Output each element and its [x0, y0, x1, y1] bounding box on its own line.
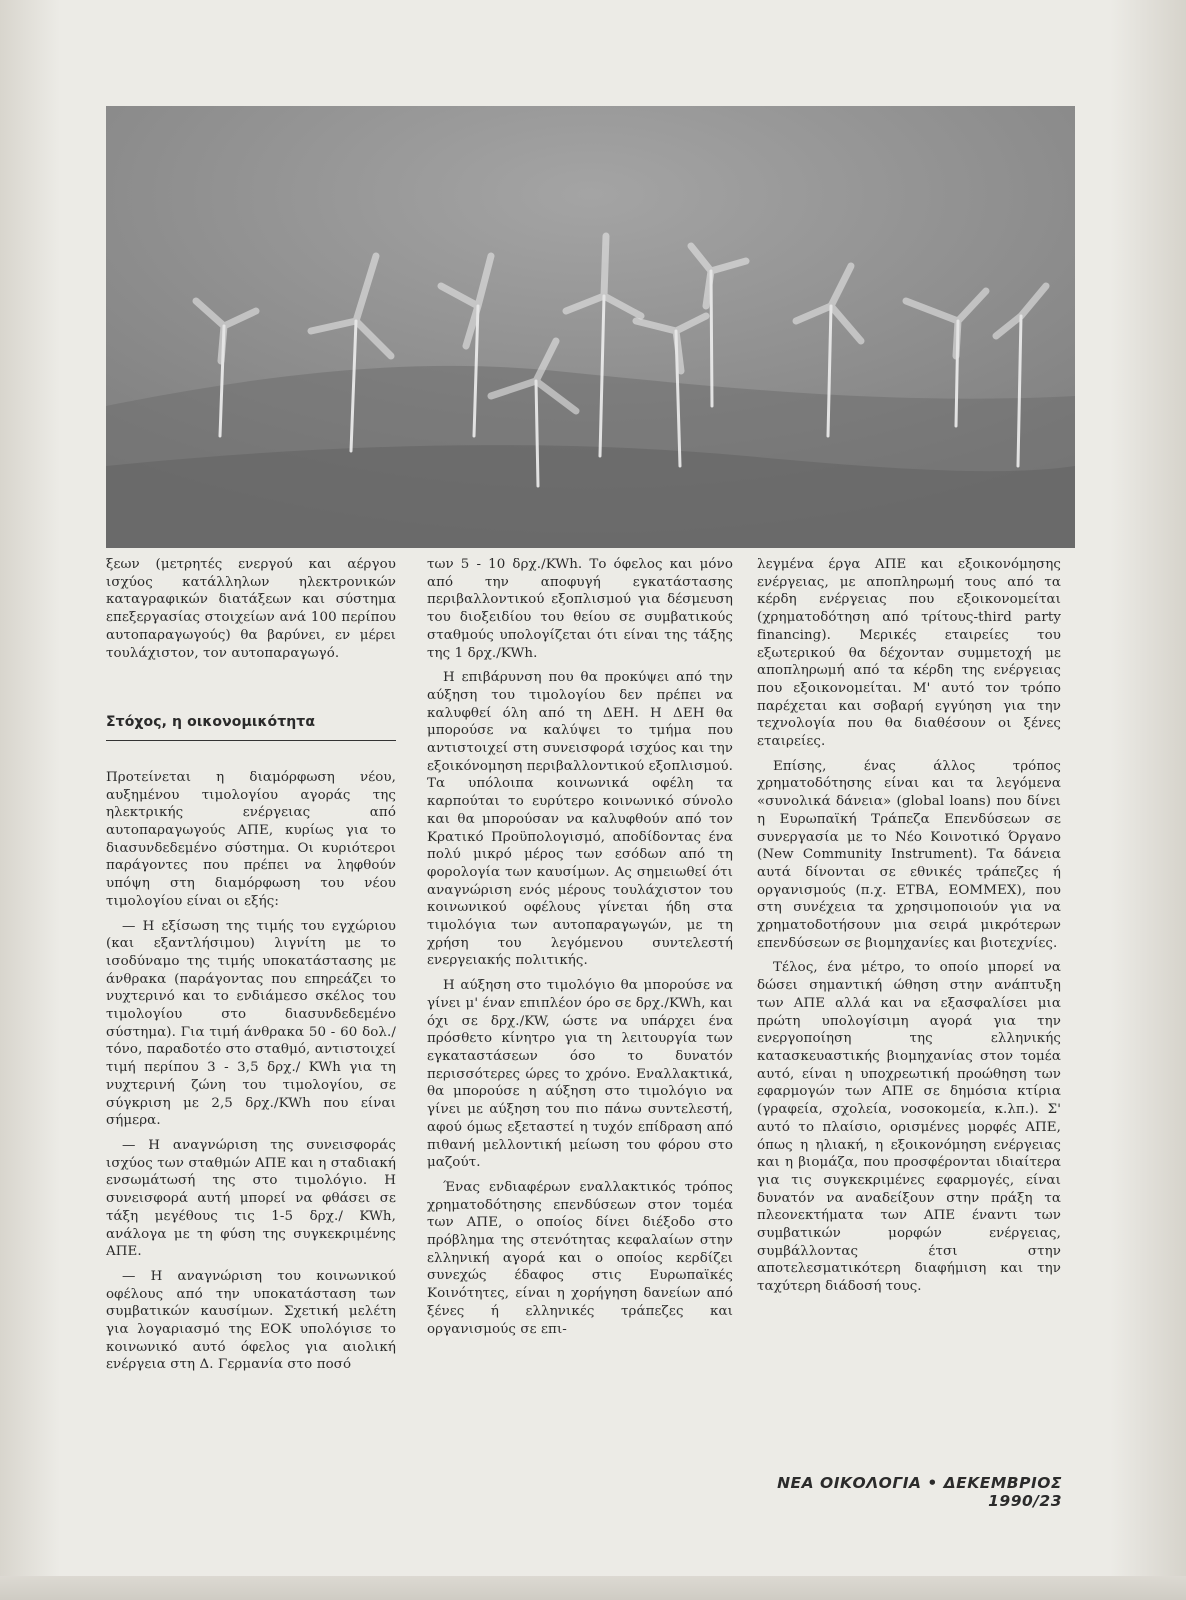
page-bottom-edge: [0, 1576, 1186, 1600]
col2-paragraph-2: Η επιβάρυνση που θα προκύψει από την αύξηση του τιμολογίου δεν πρέπει να καλυφθεί όλη από τη ΔΕΗ. Η ΔΕΗ θα μπορούσε να καλύψει το τμήμα που αντιστοιχεί στη συνεισφορά ισχύος και την εξοικόνομηση περιβαλλοντικού εξοπλισμού. Τα υπόλοιπα κοινωνικά οφέλη τα καρπούται το ευρύτερο κοινωνικό σύνολο και θα μπορούσαν να καλυφθούν από τον Κρατικό Προϋπολογισμό, αποδίδοντας ένα πολύ μικρό μέρος των εσόδων από τη φορολογία των καυσίμων. Ας σημειωθεί ότι αναγνώριση ενός μέρους τουλάχιστον του κοινωνικού οφέλους γίνεται ήδη στα τιμολόγια των αυτοπαραγωγών, με τη χρήση του λεγόμενου συντελεστή ενεργειακής πολιτικής.: [427, 670, 733, 969]
col1-paragraph-4: — Η αναγνώριση της συνεισφοράς ισχύος των σταθμών ΑΠΕ και η σταδιακή ενσωμάτωσή της στο τιμολόγιο. Η συνεισφορά αυτή μπορεί να φθάσει σε τάξη μεγέθους τις 1-5 δρχ./ KWh, ανάλογα με τη φύση της συγκεκριμένης ΑΠΕ.: [106, 1137, 396, 1260]
wind-turbines-icon: [106, 106, 1075, 548]
col3-paragraph-3: Τέλος, ένα μέτρο, το οποίο μπορεί να δώσει σημαντική ώθηση στην ανάπτυξη των ΑΠΕ αλλά και να εξασφαλίσει μια πρώτη υπολογίσιμη αγορά για την ενεργοποίηση της ελληνικής κατασκευαστικής βιομηχανίας στον τομέα αυτό, είναι η υποχρεωτική προώθηση των εφαρμογών των ΑΠΕ σε δημόσια κτίρια (γραφεία, σχολεία, νοσοκομεία, κ.λπ.). Σ' αυτό το πλαίσιο, ορισμένες μορφές ΑΠΕ, όπως η ηλιακή, η εξοικονόμηση ενέργειας και η βιομάζα, που προσφέρονται ιδιαίτερα για τις συγκεκριμένες εφαρμογές, είναι δυνατόν να αναδείξουν στην πράξη τα πλεονεκτήματα των ΑΠΕ έναντι των συμβατικών μορφών ενέργειας, συμβάλλοντας έτσι στην αποτελεσματικότερη διαφήμιση και την ταχύτερη διάδοσή τους.: [757, 960, 1061, 1295]
page-footer: ΝΕΑ ΟΙΚΟΛΟΓΙΑ • ΔΕΚΕΜΒΡΙΟΣ 1990/23: [777, 1474, 1062, 1510]
col2-paragraph-1: των 5 - 10 δρχ./KWh. Το όφελος και μόνο από την αποφυγή εγκατάστασης περιβαλλοντικού εξοπλισμού για δέσμευση του διοξειδίου του θείου σε συμβατικούς σταθμούς υπολογίζεται ότι είναι της τάξης της 1 δρχ./KWh.: [427, 557, 733, 661]
section-heading: Στόχος, η οικονομικότητα: [106, 714, 316, 731]
col1-paragraph-1: ξεων (μετρητές ενεργού και αέργου ισχύος κατάλληλων ηλεκτρονικών καταγραφικών διατάξεων και σύστημα επεξεργασίας στοιχείων ανά 100 περίπου αυτοπαραγωγούς) θα βαρύνει, εν μέρει τουλάχιστον, τον αυτοπαραγωγό.: [106, 557, 396, 661]
col1-paragraph-5: — Η αναγνώριση του κοινωνικού οφέλους από την υποκατάσταση των συμβατικών καυσίμων. Σχετική μελέτη για λογαριασμό της ΕΟΚ υπολόγισε το κοινωνικό αυτό όφελος για αιολική ενέργεια στη Δ. Γερμανία στο ποσό: [106, 1268, 396, 1373]
wind-turbines-photo: [106, 106, 1075, 548]
col1-paragraph-2: Προτείνεται η διαμόρφωση νέου, αυξημένου τιμολογίου αγοράς της ηλεκτρικής ενέργειας από αυτοπαραγωγούς ΑΠΕ, κυρίως για το διασυνδεδεμένο σύστημα. Οι κυριότεροι παράγοντες που πρέπει να ληφθούν υπόψη στη διαμόρφωση του νέου τιμολογίου είναι οι εξής:: [106, 769, 396, 909]
col2-paragraph-4: Ένας ενδιαφέρων εναλλακτικός τρόπος χρηματοδότησης επενδύσεων στον τομέα των ΑΠΕ, ο οποίος δίνει διέξοδο στο πρόβλημα της στενότητας κεφαλαίων στην ελληνική αγορά και ο οποίος κερδίζει συνεχώς έδαφος στις Ευρωπαϊκές Κοινότητες, είναι η χορήγηση δανείων από ξένες ή ελληνικές τράπεζες και οργανισμούς σε επι-: [427, 1179, 733, 1337]
column-2: [427, 556, 733, 1345]
col3-paragraph-1: λεγμένα έργα ΑΠΕ και εξοικονόμησης ενέργειας, με αποπληρωμή τους από τα κέρδη ενέργειας που εξοικονομείται (χρηματοδότηση από τρίτους-third party financing). Μερικές εταιρείες του εξωτερικού θα δέχονταν συμμετοχή με αποπληρωμή από τα κέρδη της ενέργειας που εξοικονομείται. Μ' αυτό τον τρόπο παρέχεται και σοβαρή εγγύηση για την τεχνολογία που θα διαθέσουν οι ξένες εταιρείες.: [757, 557, 1061, 750]
col1-paragraph-3: — Η εξίσωση της τιμής του εγχώριου (και εξαντλήσιμου) λιγνίτη με το ισοδύναμο της τιμής υποκατάστασης με άνθρακα (παράγοντας που επηρεάζει το νυχτερινό και το ενδιάμεσο σκέλος του τιμολογίου στο διασυνδεδεμένο σύστημα). Για τιμή άνθρακα 50 - 60 δολ./τόνο, παραδοτέο στο σταθμό, αντιστοιχεί τιμή περίπου 3 - 3,5 δρχ./ KWh για τη νυχτερινή ζώνη του τιμολογίου, σε σύγκριση με 2,5 δρχ./KWh που είναι σήμερα.: [106, 918, 396, 1129]
col3-paragraph-2: Επίσης, ένας άλλος τρόπος χρηματοδότησης είναι και τα λεγόμενα «συνολικά δάνεια» (global loans) που δίνει η Ευρωπαϊκή Τράπεζα Επενδύσεων σε συνεργασία με το Νέο Κοινοτικό Όργανο (New Community Instrument). Τα δάνεια αυτά δίνονται σε εθνικές τράπεζες ή οργανισμούς (π.χ. ΕΤΒΑ, ΕΟΜΜΕΧ), που στη συνέχεια τα χρησιμοποιούν για να χρηματοδοτήσουν μια σειρά μικρότερων επενδύσεων σε βιομηχανίες και βιοτεχνίες.: [757, 758, 1061, 951]
col2-paragraph-3: Η αύξηση στο τιμολόγιο θα μπορούσε να γίνει μ' έναν επιπλέον όρο σε δρχ./KWh, και όχι σε δρχ./KW, ώστε να υπάρχει ένα πρόσθετο κίνητρο για τη λειτουργία των εγκαταστάσεων όσο το δυνατόν περισσότερες ώρες το χρόνο. Εναλλακτικά, θα μπορούσε η αύξηση στο τιμολόγιο να γίνει με αύξηση του πιο πάνω συντελεστή, αφού όμως εξεταστεί η τυχόν επίδραση από πιθανή μελλοντική μείωση του φόρου στο μαζούτ.: [427, 978, 733, 1171]
column-1: [106, 556, 396, 1381]
heading-rule: [106, 740, 396, 741]
column-3: [757, 556, 1061, 1303]
